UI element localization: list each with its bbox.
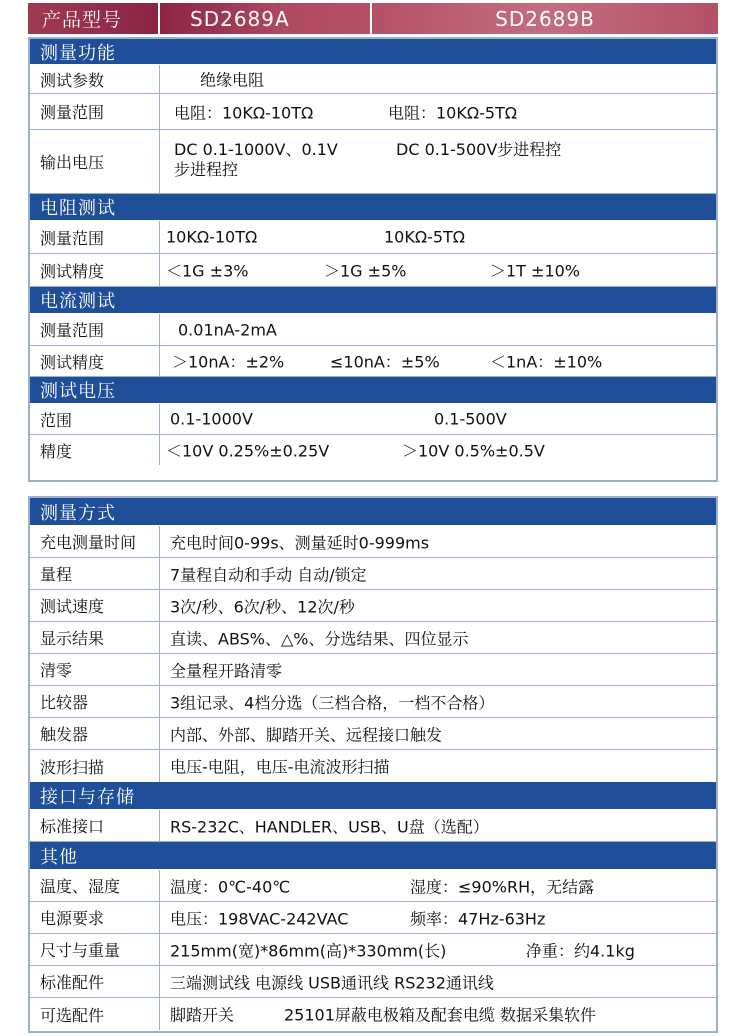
row-value [160,966,716,997]
table-row [30,346,716,377]
value-cell: 直读、ABS%、△%、分选结果、四位显示 [170,629,469,648]
value-cell: ≤10nA：±5% [330,352,440,372]
value-cell: 电压-电阻，电压-电流波形扫描 [170,757,390,777]
row-value [160,435,716,465]
value-cell: ＜10V 0.25%±0.25V [166,441,330,461]
row-value [160,130,716,193]
value-cell: ＜1nA：±10% [490,352,603,372]
model-label: 产品型号 [28,3,158,34]
row-label: 波形扫描 [30,750,160,782]
row-label: 尺寸与重量 [30,934,160,965]
table-row [30,130,716,194]
table-row [30,810,716,842]
value-cell: 温度：0℃-40℃ [170,877,291,896]
spec-table-1 [28,37,718,482]
row-value [160,718,716,749]
table-row [30,65,716,94]
value-cell: 215mm(宽)*86mm(高)*330mm(长) [170,941,447,960]
value-cell: ＜1G ±3% [166,261,249,281]
value-cell: 频率：47Hz-63Hz [410,909,546,928]
value-cell: 脚踏开关 [170,1005,235,1025]
row-label: 测量范围 [30,221,160,253]
row-label: 清零 [30,654,160,685]
table-row [30,94,716,130]
row-label: 测试精度 [30,254,160,286]
table-row [30,254,716,287]
value-cell: 全量程开路清零 [170,661,283,680]
row-value [160,686,716,717]
value-cell: RS-232C、HANDLER、USB、U盘（选配） [170,817,489,836]
row-value [160,65,716,93]
table-row [30,404,716,435]
row-value [160,998,716,1030]
value-cell: 0.01nA-2mA [178,320,277,339]
row-label: 显示结果 [30,622,160,653]
row-value [160,526,716,557]
table-row [30,526,716,558]
row-value [160,94,716,129]
table-row [30,934,716,966]
value-cell: ＞1T ±10% [490,261,581,281]
row-value [160,934,716,965]
value-cell: 电压：198VAC-242VAC [170,909,349,928]
value-cell: 10KΩ-10TΩ [166,227,258,247]
section-header: 测量功能 [30,39,716,65]
row-label: 标准接口 [30,810,160,841]
row-value [160,558,716,589]
table-row [30,314,716,346]
row-value [160,221,716,253]
value-cell: 3次/秒、6次/秒、12次/秒 [170,597,355,616]
table-row [30,221,716,254]
row-value [160,810,716,841]
row-label: 精度 [30,435,160,465]
measure-mode-rows [30,526,716,782]
section-header: 测量方式 [30,498,716,526]
value-cell: 电阻：10KΩ-10TΩ [174,103,314,122]
value-cell: 10KΩ-5TΩ [384,227,466,247]
value-cell: 0.1-1000V [170,409,253,429]
value-cell: 绝缘电阻 [200,70,265,90]
row-label: 温度、湿度 [30,870,160,901]
value-cell: 净重：约4.1kg [526,941,635,960]
row-value [160,654,716,685]
value-cell: 7量程自动和手动 自动/锁定 [170,565,367,584]
table-row [30,686,716,718]
row-label: 充电测量时间 [30,526,160,557]
value-cell: ＞10nA：±2% [172,352,285,372]
table-row [30,622,716,654]
row-value [160,622,716,653]
value-cell: DC 0.1-1000V、0.1V [174,140,338,159]
value-cell: 0.1-500V [434,409,507,429]
value-cell: ＞1G ±5% [324,261,407,281]
row-label: 可选配件 [30,998,160,1030]
spec-table-2 [28,496,718,1033]
section-header: 电阻测试 [30,194,716,221]
row-label: 电源要求 [30,902,160,933]
model-bar [28,3,718,34]
table-row [30,558,716,590]
row-label: 测试参数 [30,65,160,93]
row-label: 量程 [30,558,160,589]
row-value [160,404,716,434]
section-header: 测试电压 [30,377,716,404]
row-label: 输出电压 [30,130,160,193]
table-row [30,998,716,1030]
row-value [160,590,716,621]
model-b: SD2689B [370,3,718,34]
row-label: 比较器 [30,686,160,717]
value-cell: 25101屏蔽电极箱及配套电缆 数据采集软件 [284,1005,596,1025]
row-label: 标准配件 [30,966,160,997]
section-header: 接口与存储 [30,782,716,810]
row-value [160,346,716,376]
value-cell: 三端测试线 电源线 USB通讯线 RS232通讯线 [170,973,494,992]
value-cell: 内部、外部、脚踏开关、远程接口触发 [170,725,443,744]
model-a: SD2689A [158,3,370,34]
value-cell: DC 0.1-500V步进程控 [396,140,562,159]
table-row [30,870,716,902]
table-row [30,750,716,782]
table-row [30,902,716,934]
table-row [30,435,716,465]
row-label: 测量范围 [30,94,160,129]
value-cell: 电阻：10KΩ-5TΩ [388,103,518,122]
row-label: 范围 [30,404,160,434]
row-value [160,750,716,782]
section-header: 电流测试 [30,287,716,314]
row-label: 测试精度 [30,346,160,376]
value-cell: 湿度：≤90%RH，无结露 [410,877,595,896]
table-row [30,966,716,998]
value-cell: ＞10V 0.5%±0.5V [402,441,545,461]
table-row [30,590,716,622]
row-value [160,254,716,286]
row-label: 测量范围 [30,314,160,345]
row-value [160,870,716,901]
table-row [30,718,716,750]
value-cell: 3组记录、4档分选（三档合格，一档不合格） [170,693,495,712]
value-cell: 步进程控 [174,160,239,179]
row-label: 触发器 [30,718,160,749]
value-cell: 充电时间0-99s、测量延时0-999ms [170,533,430,552]
row-label: 测试速度 [30,590,160,621]
table-row [30,654,716,686]
row-value [160,902,716,933]
row-value [160,314,716,345]
section-header: 其他 [30,842,716,870]
